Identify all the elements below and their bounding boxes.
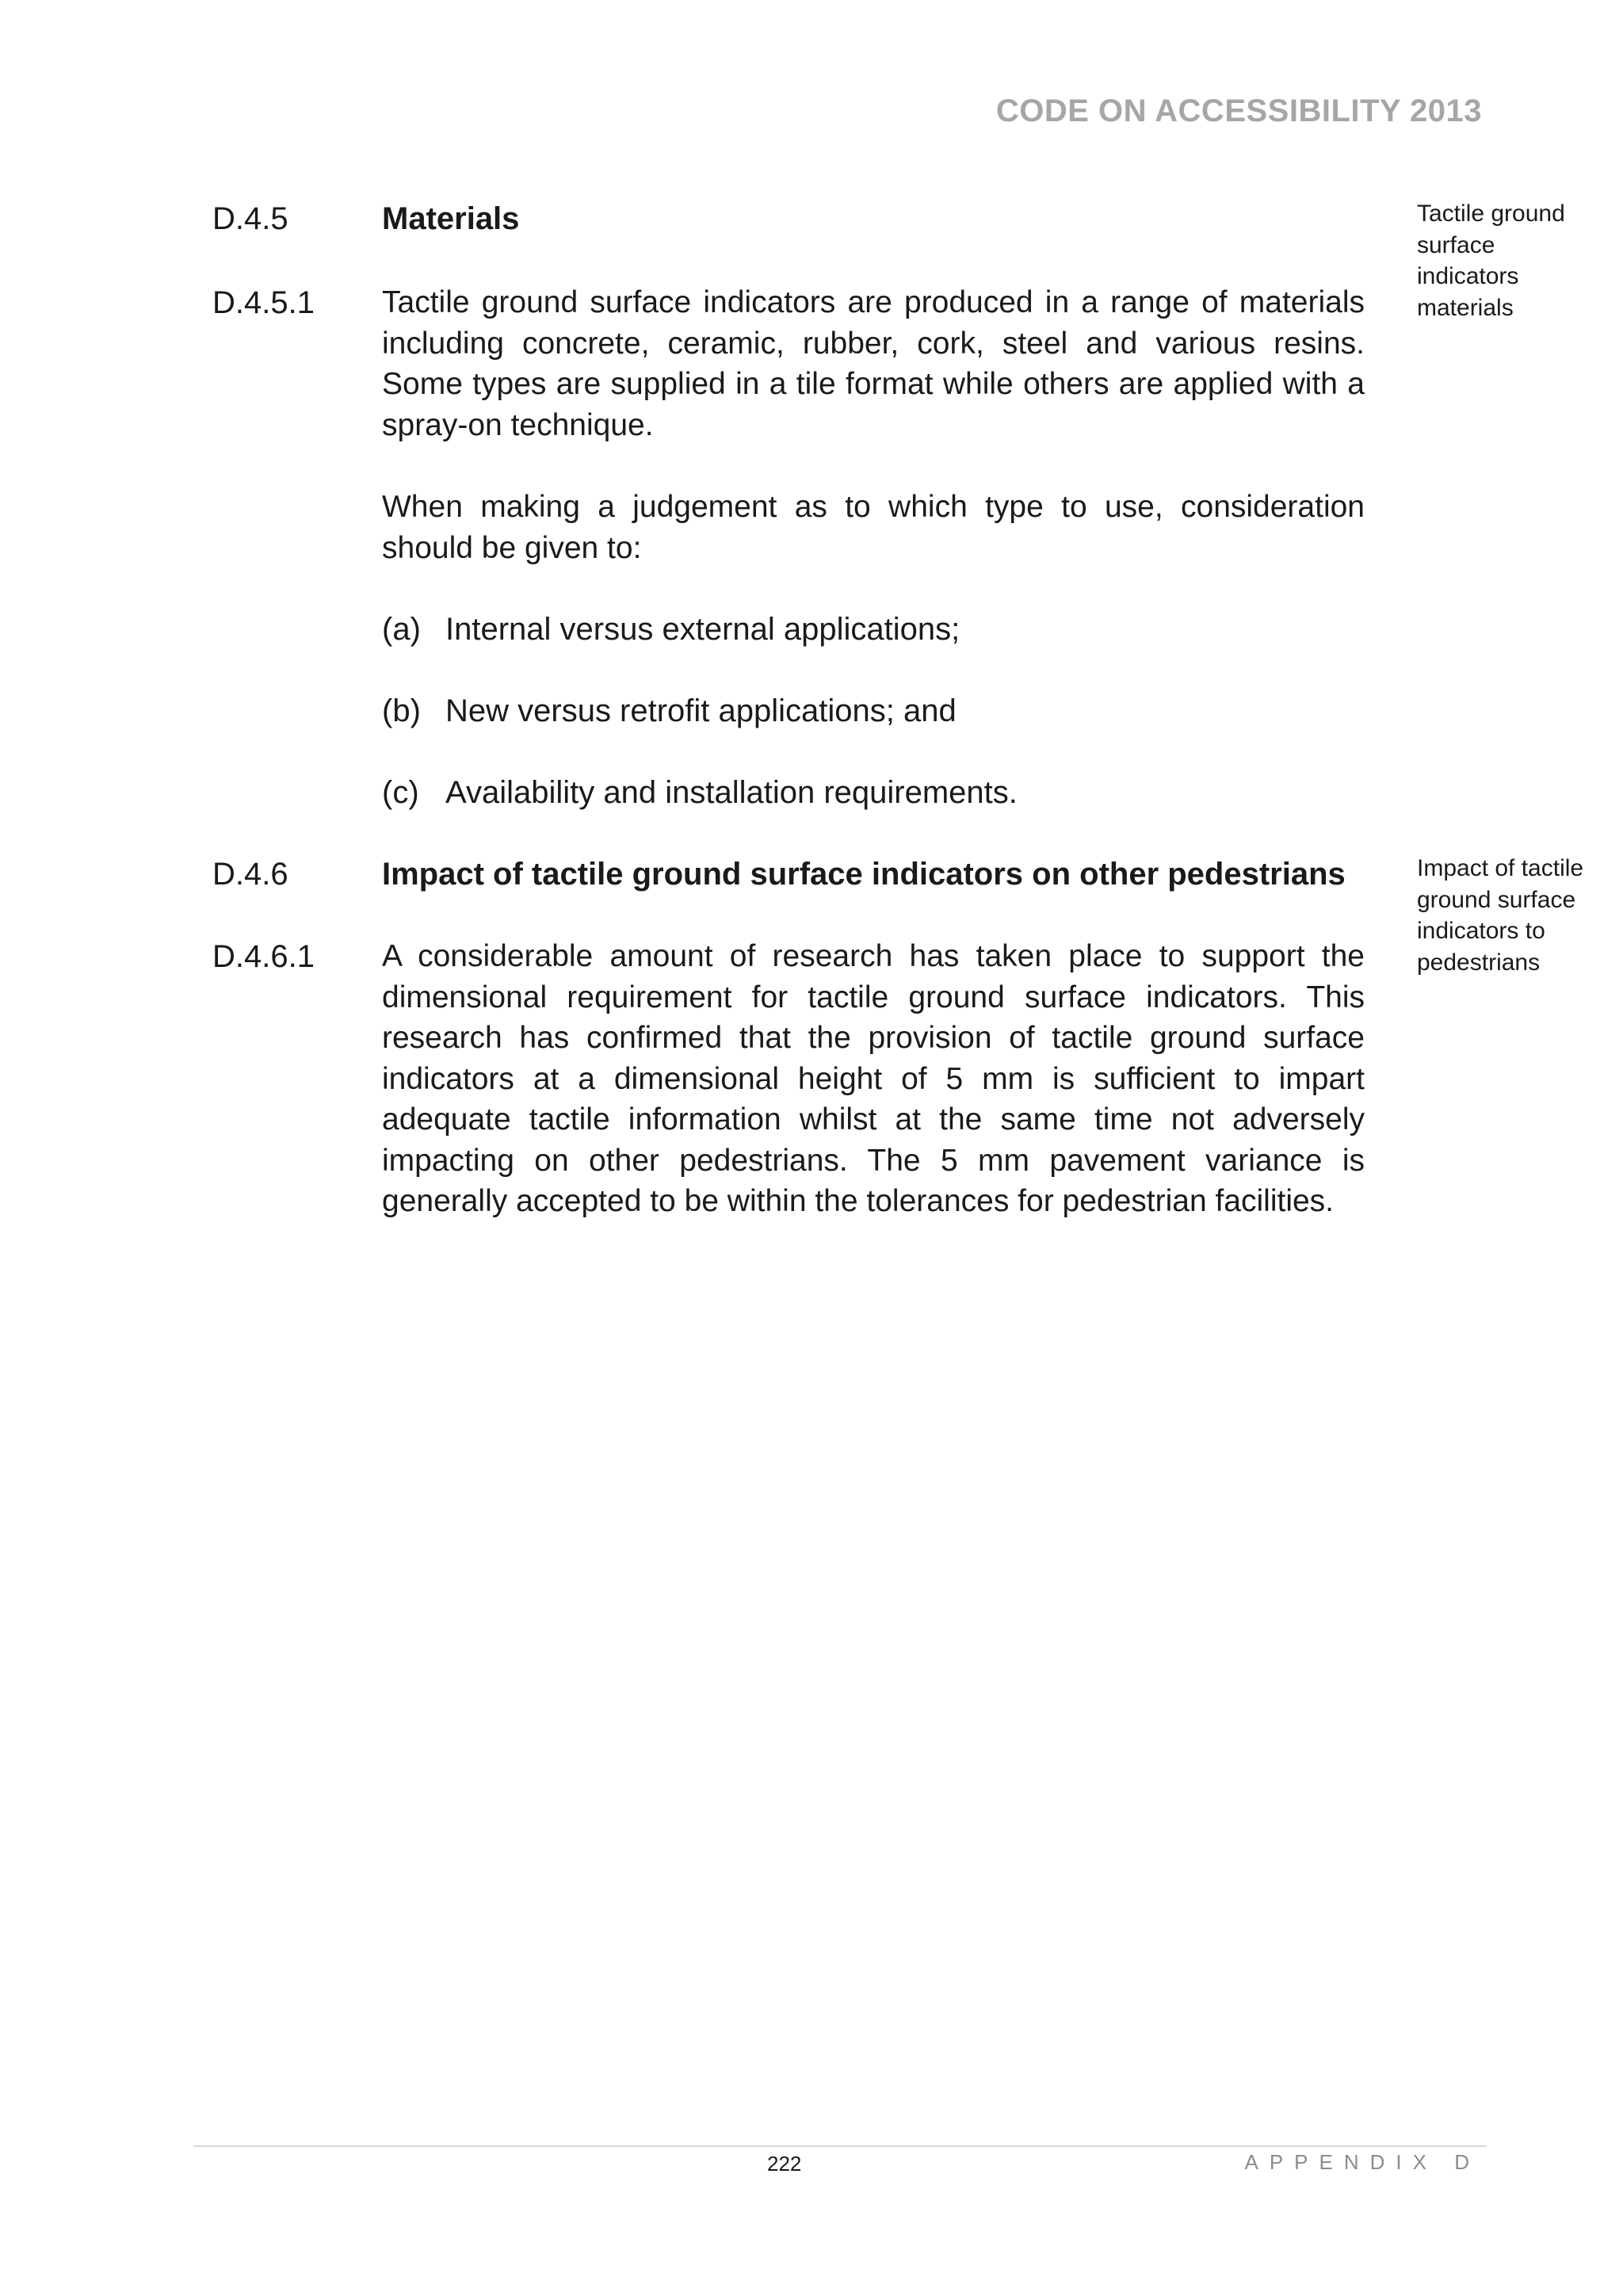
clause-number: D.4.6.1 [212, 939, 315, 974]
section-heading: Impact of tactile ground surface indicators on other pedestrians [382, 857, 1346, 892]
list-item-letter: (c) [382, 775, 419, 810]
list-item-text: Availability and installation requirements. [445, 775, 1018, 810]
footer-appendix-label: APPENDIX D [1244, 2150, 1480, 2174]
list-item-letter: (a) [382, 612, 421, 647]
section-number: D.4.6 [212, 857, 288, 892]
clause-paragraph: Tactile ground surface indicators are produced in a range of materials including concrete, ceramic, rubber, cork, steel and various resins. Some types are supplied in a tile format while others are applied with a spray-on technique. [382, 285, 1365, 442]
margin-note: Impact of tactile ground surface indicators to pedestrians [1417, 855, 1584, 976]
footer-divider [193, 2145, 1487, 2147]
clause-paragraph: When making a judgement as to which type to use, consideration should be given to: [382, 490, 1365, 565]
list-item-text: Internal versus external applications; [445, 612, 960, 647]
section-number: D.4.5 [212, 201, 288, 236]
document-header-title: CODE ON ACCESSIBILITY 2013 [995, 94, 1482, 128]
page-number: 222 [767, 2152, 802, 2176]
list-item [382, 690, 957, 732]
list-item [382, 609, 960, 650]
clause-paragraph: A considerable amount of research has taken place to support the dimensional requirement for tactile ground surface indicators. This research has confirmed that the provision of tactile ground surface indicators at a dimensional height of 5 mm is sufficient to impart adequate tactile information whilst at the same time not adversely impacting on other pedestrians. The 5 mm pavement variance is generally accepted to be within the tolerances for pedestrian facilities. [382, 939, 1365, 1218]
list-item-letter: (b) [382, 693, 421, 728]
list-item-text: New versus retrofit applications; and [445, 693, 957, 728]
list-item [382, 772, 1018, 813]
clause-number: D.4.5.1 [212, 285, 315, 320]
section-heading: Materials [382, 201, 520, 236]
margin-note: Tactile ground surface indicators materials [1417, 201, 1565, 321]
